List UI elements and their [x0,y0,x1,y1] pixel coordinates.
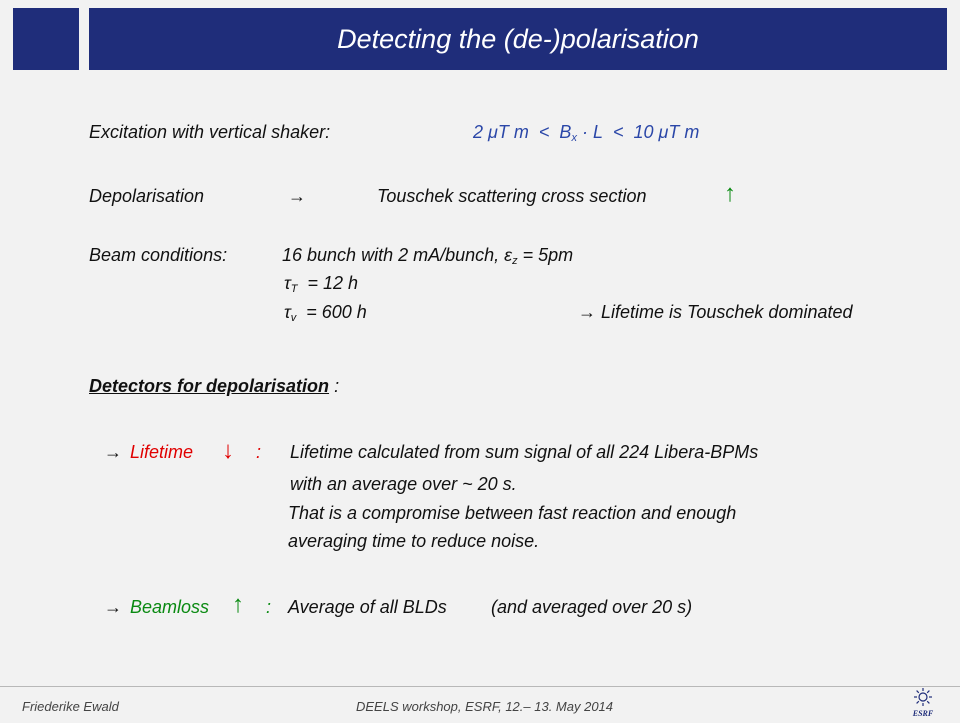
beam-label: Beam conditions: [89,245,228,265]
footer-author: Friederike Ewald [22,699,119,714]
lifetime-arrow-icon: → [104,442,122,462]
excitation-b: B [559,122,572,142]
depolarisation-text: Touschek scattering cross section [377,186,647,206]
tau-t-sub: T [290,283,298,295]
excitation-label: Excitation with vertical shaker: [89,122,331,142]
epsilon-value: = 5pm [522,245,574,265]
detectors-heading-colon: : [334,376,340,396]
lifetime-line2: with an average over ~ 20 s. [290,474,517,494]
lifetime-label: Lifetime [130,442,194,462]
lifetime-line3: That is a compromise between fast reaction and enough [288,503,737,523]
beamloss-paren: (and averaged over 20 s) [491,597,693,617]
lifetime-colon: : [256,442,262,462]
tau-v-symbol: τ [284,302,291,322]
detectors-heading-text: Detectors for depolarisation [89,376,330,396]
tau-v-sub: v [290,312,297,324]
beam-conclusion [578,301,853,323]
excitation-lt1: < [538,122,550,142]
tau-t-line [284,272,358,300]
footer-divider [0,686,960,687]
tau-v-line [284,301,367,329]
esrf-logo-icon [906,686,940,718]
conclusion-text: Lifetime is Touschek dominated [601,302,853,322]
beamloss-colon: : [266,597,272,617]
up-arrow-icon: ↑ [724,180,736,207]
excitation-lt2: < [612,122,624,142]
excitation-b-sub: x [571,132,577,144]
beamloss-text: Average of all BLDs [288,597,447,617]
esrf-logo-text: ESRF [912,709,934,718]
detectors-heading [89,375,339,397]
excitation-lower: 2 μT m [473,122,529,142]
tau-t-value: = 12 h [307,273,359,293]
beamloss-up-arrow-icon: ↑ [232,591,244,618]
tau-t-symbol: τ [284,273,291,293]
conclusion-arrow-icon: → [578,302,596,322]
beamloss-arrow-icon: → [104,597,122,617]
depolarisation-arrow: → [288,186,306,206]
depolarisation-label: Depolarisation [89,186,205,206]
excitation-upper: 10 μT m [633,122,700,142]
excitation-range [473,121,699,149]
excitation-dot-l: · L [581,122,603,142]
beamloss-label: Beamloss [130,597,210,617]
beam-line1 [282,244,573,272]
tau-v-value: = 600 h [306,302,367,322]
lifetime-line1: Lifetime calculated from sum signal of all 224 Libera-BPMs [290,442,759,462]
page-title: Detecting the (de-)polarisation [89,8,947,70]
down-arrow-icon: ↓ [222,437,234,464]
epsilon-sub: z [512,255,518,267]
header-square [13,8,79,70]
footer-event: DEELS workshop, ESRF, 12.– 13. May 2014 [356,699,614,714]
lifetime-line4: averaging time to reduce noise. [288,531,540,551]
beam-bunch: 16 bunch with 2 mA/bunch, [282,245,500,265]
epsilon-symbol: ε [504,245,513,265]
